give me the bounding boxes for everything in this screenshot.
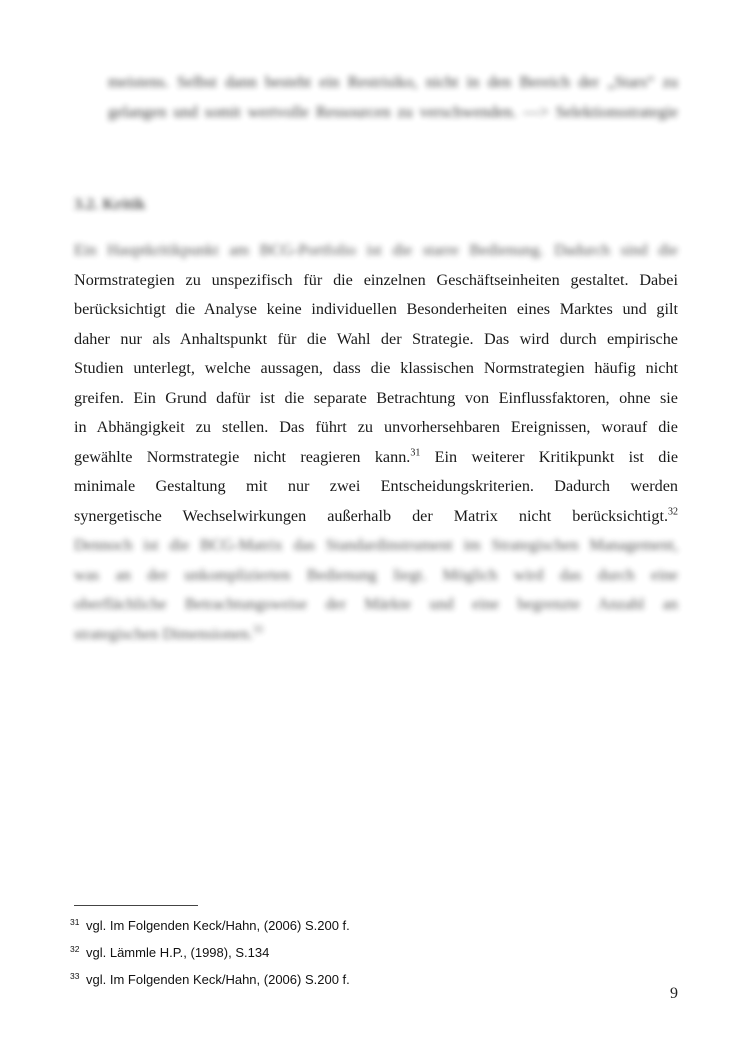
text-line: Normstrategien zu unspezifisch für die einzelnen Geschäftseinheiten gestaltet. Dabei bbox=[74, 270, 678, 289]
page-number: 9 bbox=[670, 985, 678, 1002]
text-segment: Ein weiterer Kritikpunkt ist die bbox=[434, 447, 679, 466]
text-line: gelangen und somit wertvolle Ressourcen zu verschwenden. —> Selektionsstrategie bbox=[108, 102, 678, 121]
text-line: berücksichtigt die Analyse keine individuellen Besonderheiten eines Marktes und gilt bbox=[74, 300, 678, 318]
text-line: Studien unterlegt, welche aussagen, dass die klassischen Normstrategien häufig nicht bbox=[74, 359, 678, 377]
footnote-text: vgl. Im Folgenden Keck/Hahn, (2006) S.200 f. bbox=[86, 972, 350, 987]
text-line: meistens. Selbst dann besteht ein Restrisiko, nicht in den Bereich der „Stars“ zu bbox=[108, 73, 678, 91]
text-line bbox=[74, 443, 678, 473]
section-heading: 3.2. Kritik bbox=[74, 195, 146, 213]
footnote-item: 31 vgl. Im Folgenden Keck/Hahn, (2006) S.200 f. bbox=[70, 916, 350, 933]
footnote-ref[interactable]: 32 bbox=[668, 506, 678, 518]
footnote-divider bbox=[74, 905, 198, 906]
footnote-ref[interactable]: 31 bbox=[410, 447, 421, 459]
footnote-text: vgl. Im Folgenden Keck/Hahn, (2006) S.200 f. bbox=[86, 918, 350, 933]
body-paragraph bbox=[74, 236, 678, 649]
text-line: greifen. Ein Grund dafür ist die separate Betrachtung von Einflussfaktoren, ohne sie bbox=[74, 388, 678, 407]
text-line: Ein Hauptkritikpunkt am BCG-Portfolio ist die starre Bedienung. Dadurch sind die bbox=[74, 241, 678, 259]
footnote-item: 33 vgl. Im Folgenden Keck/Hahn, (2006) S.200 f. bbox=[70, 970, 350, 987]
text-line: in Abhängigkeit zu stellen. Das führt zu unvorhersehbaren Ereignissen, worauf die bbox=[74, 418, 678, 436]
footnote-text: vgl. Lämmle H.P., (1998), S.134 bbox=[86, 945, 270, 960]
text-segment: strategischen Dimensionen. bbox=[74, 624, 253, 643]
text-line: Dennoch ist die BCG-Matrix das Standardinstrument im Strategischen Management, bbox=[74, 536, 678, 554]
footnote-item: 32 vgl. Lämmle H.P., (1998), S.134 bbox=[70, 943, 270, 960]
top-paragraph-blurred bbox=[108, 68, 678, 127]
text-line: oberflächliche Betrachtungsweise der Märkte und eine begrenzte Anzahl an bbox=[74, 595, 678, 613]
text-line bbox=[74, 502, 678, 532]
text-line: daher nur als Anhaltspunkt für die Wahl der Strategie. Das wird durch empirische bbox=[74, 329, 678, 348]
text-segment: synergetische Wechselwirkungen außerhalb der Matrix nicht berücksichtigt. bbox=[74, 506, 668, 525]
footnote-ref[interactable]: 33 bbox=[252, 624, 263, 636]
text-segment: gewählte Normstrategie nicht reagieren kann. bbox=[74, 447, 411, 466]
text-line: minimale Gestaltung mit nur zwei Entscheidungskriterien. Dadurch werden bbox=[74, 477, 678, 495]
text-line: was an der unkomplizierten Bedienung liegt. Möglich wird das durch eine bbox=[74, 565, 678, 584]
text-line bbox=[74, 620, 678, 650]
footnotes bbox=[70, 912, 670, 993]
